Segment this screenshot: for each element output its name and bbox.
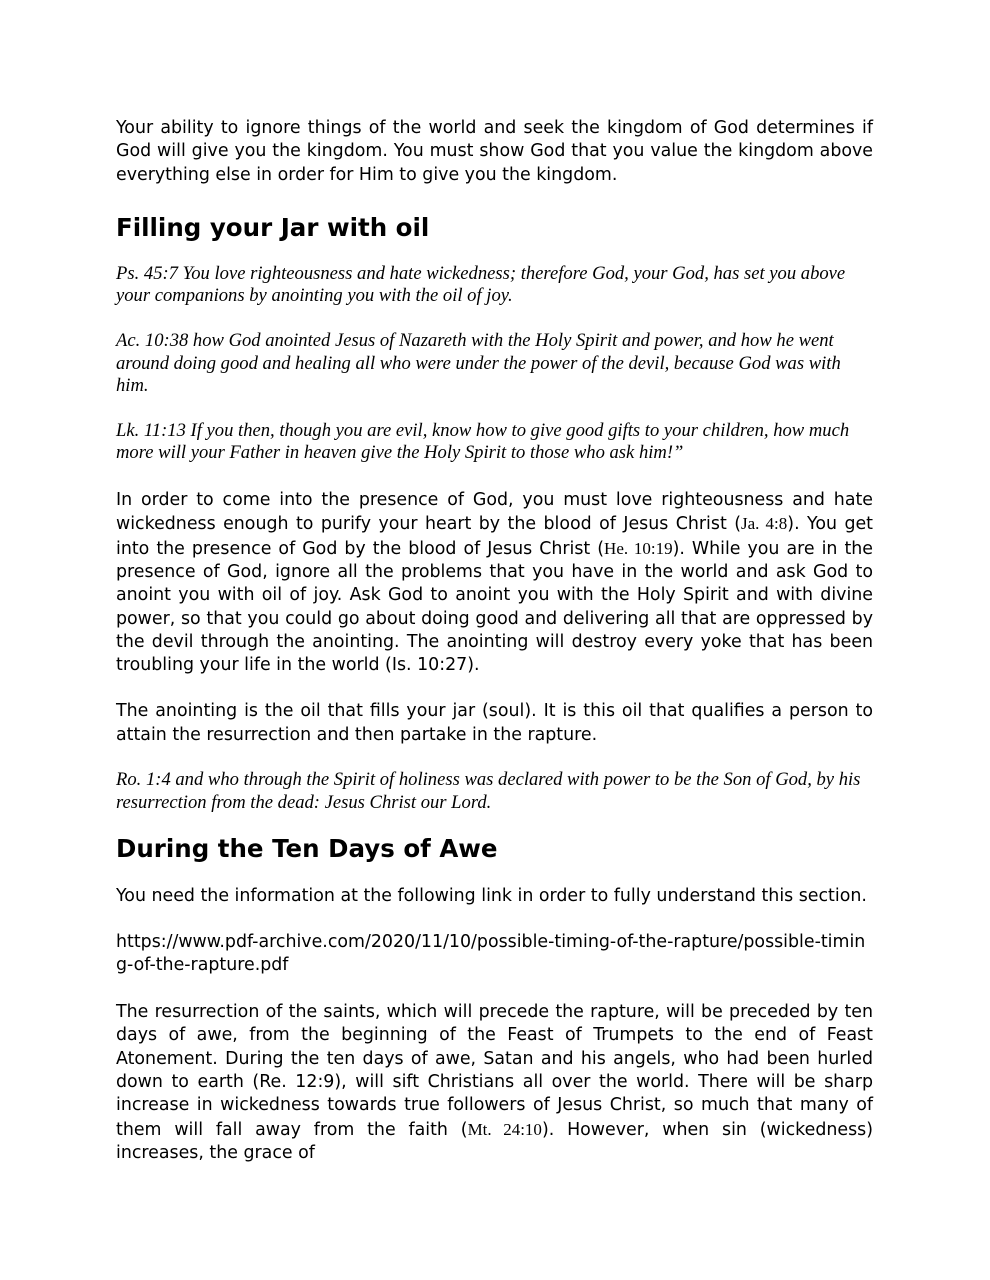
paragraph-text: In order to come into the presence of God, you must love righteousness and hate wickedness enough to purify your heart by the blood of Jesus Christ (	[116, 490, 873, 535]
reference-link[interactable]: https://www.pdf-archive.com/2020/11/10/possible-timing-of-the-rapture/possible-timing-of-the-rapture.pdf	[116, 931, 866, 975]
scripture-quote-lk-11-13: Lk. 11:13 If you then, though you are evil, know how to give good gifts to your children, how much more will your Father in heaven give the Holy Spirit to those who ask him!”	[116, 419, 850, 464]
paragraph-text: ). You get into the presence of God by the blood of Jesus Christ (	[116, 514, 873, 559]
document-page	[116, 117, 873, 1165]
scripture-quote-ro-1-4: Ro. 1:4 and who through the Spirit of holiness was declared with power to be the Son of God, by his resurrection from the dead: Jesus Christ our Lord.	[116, 769, 861, 813]
paragraph-text: The resurrection of the saints, which will precede the rapture, will be preceded by ten days of awe, from the beginning of the Feast of Trumpets to the end of Feast Atonement. During the ten days of awe, Satan and his angels, who had been hurled down to earth (Re. 12:9), will sift Christians all over the world. There will be sharp increase in wickedness towards true followers of Jesus Christ, so much that many of them will fall away from the faith (	[116, 1002, 873, 1140]
paragraph-text: ). However, when sin (wickedness) increases, the grace of	[116, 1119, 873, 1163]
presence-of-god-paragraph	[116, 489, 873, 677]
scripture-reference: Ja. 4:8	[740, 514, 788, 534]
paragraph-text: ). While you are in the presence of God, ignore all the problems that you have in the world and ask God to anoint you with oil of joy. Ask God to anoint you with the Holy Spirit and with divine power, so that you could go about doing good and delivering all that are oppressed by the devil through the anointing. The anointing will destroy every yoke that has been troubling your life in the world (Is. 10:27).	[116, 538, 873, 676]
resurrection-paragraph	[116, 1001, 873, 1165]
scripture-reference: Mt. 24:10	[467, 1119, 542, 1139]
scripture-quote-ps-45-7: Ps. 45:7 You love righteousness and hate wickedness; therefore God, your God, has set you above your companions by anointing you with the oil of joy.	[116, 262, 846, 307]
scripture-reference: He. 10:19	[604, 538, 673, 558]
section-heading-filling-jar: Filling your Jar with oil	[116, 212, 430, 242]
anointing-paragraph: The anointing is the oil that fills your jar (soul). It is this oil that qualifies a person to attain the resurrection and then partake in the rapture.	[116, 701, 873, 745]
info-paragraph: You need the information at the following link in order to fully understand this section.	[116, 886, 867, 907]
scripture-quote-ac-10-38: Ac. 10:38 how God anointed Jesus of Nazareth with the Holy Spirit and power, and how he went around doing good and healing all who were under the power of the devil, because God was with him.	[116, 330, 841, 397]
section-heading-ten-days-of-awe: During the Ten Days of Awe	[116, 834, 498, 864]
intro-paragraph: Your ability to ignore things of the world and seek the kingdom of God determines if God will give you the kingdom. You must show God that you value the kingdom above everything else in order for Him to give you the kingdom.	[116, 118, 873, 185]
